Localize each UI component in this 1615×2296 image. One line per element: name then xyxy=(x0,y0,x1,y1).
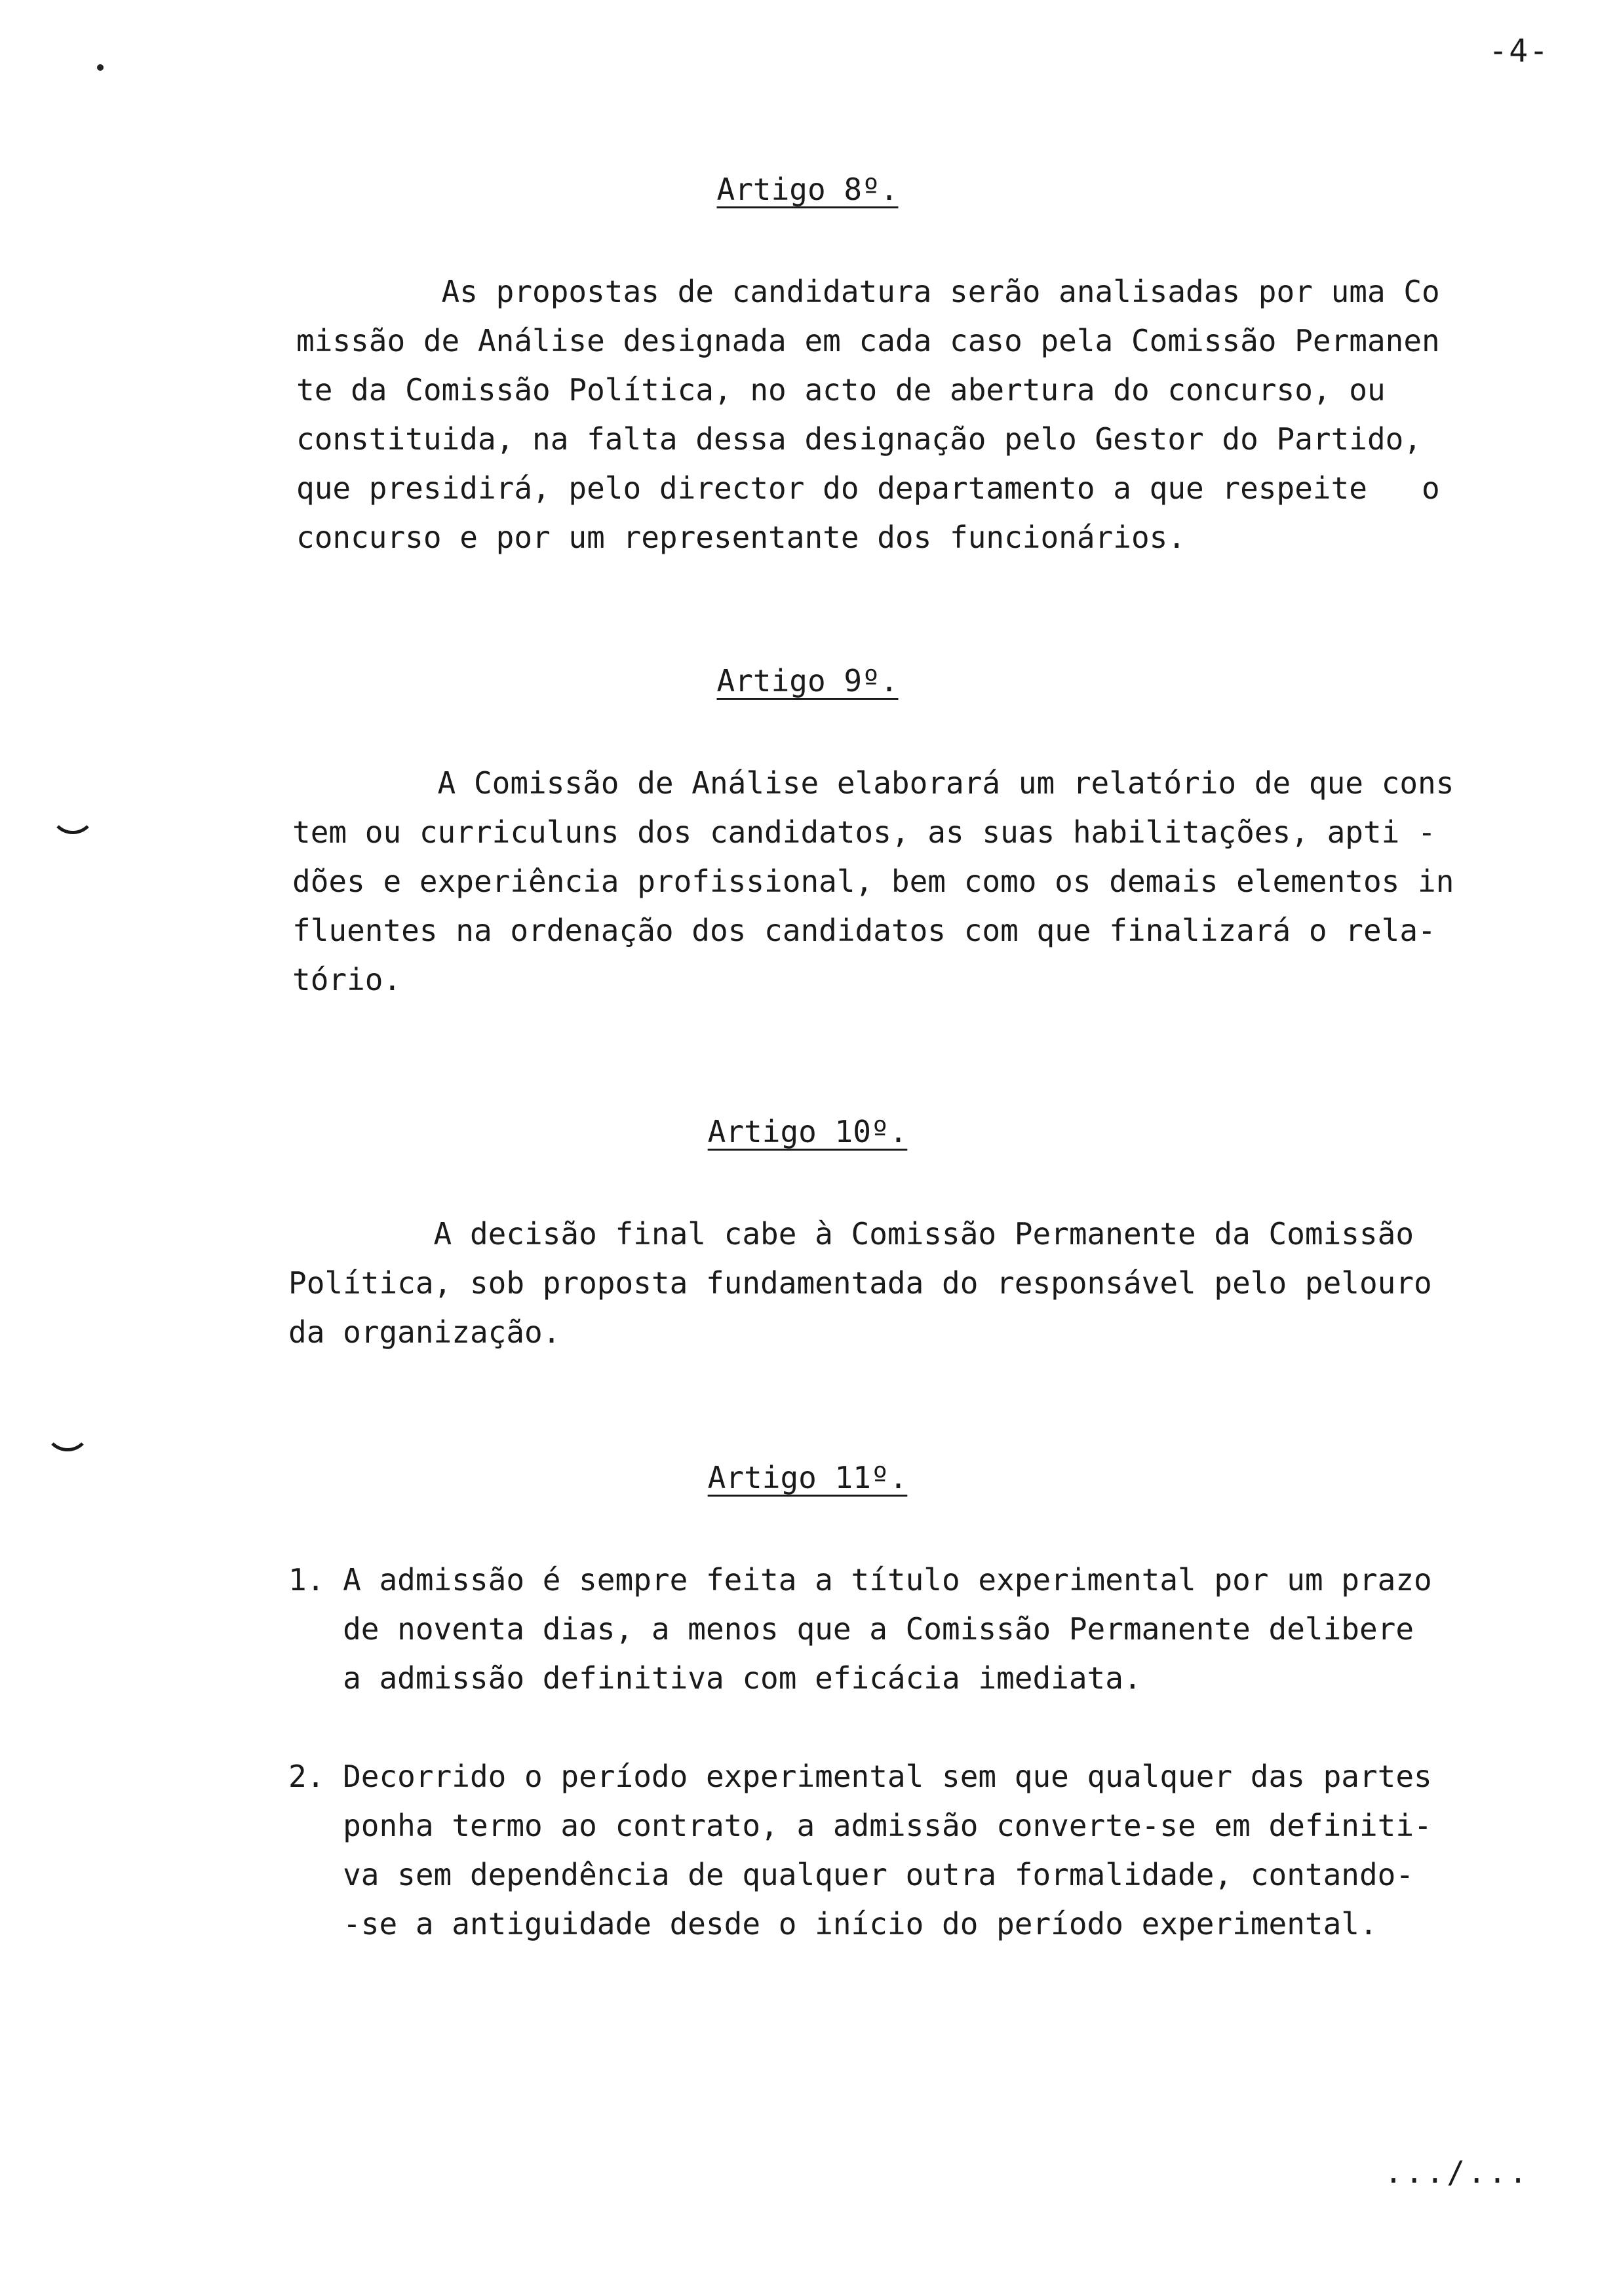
article-heading: Artigo 11º. xyxy=(707,1460,908,1495)
article-paragraph xyxy=(292,759,1454,1004)
text-line: ponha termo ao contrato, a admissão converte-se em definiti- xyxy=(288,1808,1432,1843)
text-line: dões e experiência profissional, bem como os demais elementos in xyxy=(292,864,1454,899)
continuation-mark: .../... xyxy=(1384,2154,1530,2190)
article-heading: Artigo 9º. xyxy=(716,663,899,698)
article-paragraph xyxy=(296,267,1440,562)
text-line: constituida, na falta dessa designação pelo Gestor do Partido, xyxy=(296,421,1422,457)
text-line: As propostas de candidatura serão analisadas por uma Co xyxy=(296,274,1440,309)
numbered-item xyxy=(288,1556,1432,1703)
binder-hole-mark xyxy=(45,1422,90,1451)
text-line: te da Comissão Política, no acto de abertura do concurso, ou xyxy=(296,372,1386,408)
numbered-item xyxy=(288,1752,1432,1949)
text-line: de noventa dias, a menos que a Comissão Permanente delibere xyxy=(288,1611,1414,1647)
text-line: missão de Análise designada em cada caso pela Comissão Permanen xyxy=(296,323,1440,358)
page-number: -4- xyxy=(1489,33,1549,69)
text-line: -se a antiguidade desde o início do período experimental. xyxy=(288,1906,1378,1942)
text-line: 2. Decorrido o período experimental sem que qualquer das partes xyxy=(288,1759,1432,1794)
binder-hole-mark xyxy=(50,805,96,834)
text-line: a admissão definitiva com eficácia imediata. xyxy=(288,1660,1142,1696)
text-line: va sem dependência de qualquer outra formalidade, contando- xyxy=(288,1857,1414,1892)
article-heading: Artigo 10º. xyxy=(707,1114,908,1149)
text-line: fluentes na ordenação dos candidatos com que finalizará o rela- xyxy=(292,913,1436,948)
text-line: concurso e por um representante dos funcionários. xyxy=(296,520,1186,555)
text-line: da organização. xyxy=(288,1314,561,1350)
text-line: 1. A admissão é sempre feita a título experimental por um prazo xyxy=(288,1562,1432,1598)
text-line: tório. xyxy=(292,962,402,997)
text-line: tem ou curriculuns dos candidatos, as suas habilitações, apti - xyxy=(292,814,1436,850)
article-paragraph xyxy=(288,1210,1432,1357)
article-heading: Artigo 8º. xyxy=(716,172,899,207)
text-line: A Comissão de Análise elaborará um relatório de que cons xyxy=(292,765,1454,801)
punch-mark xyxy=(97,64,104,71)
text-line: Política, sob proposta fundamentada do responsável pelo pelouro xyxy=(288,1265,1432,1301)
text-line: que presidirá, pelo director do departamento a que respeite o xyxy=(296,470,1440,506)
text-line: A decisão final cabe à Comissão Permanente da Comissão xyxy=(288,1216,1414,1252)
